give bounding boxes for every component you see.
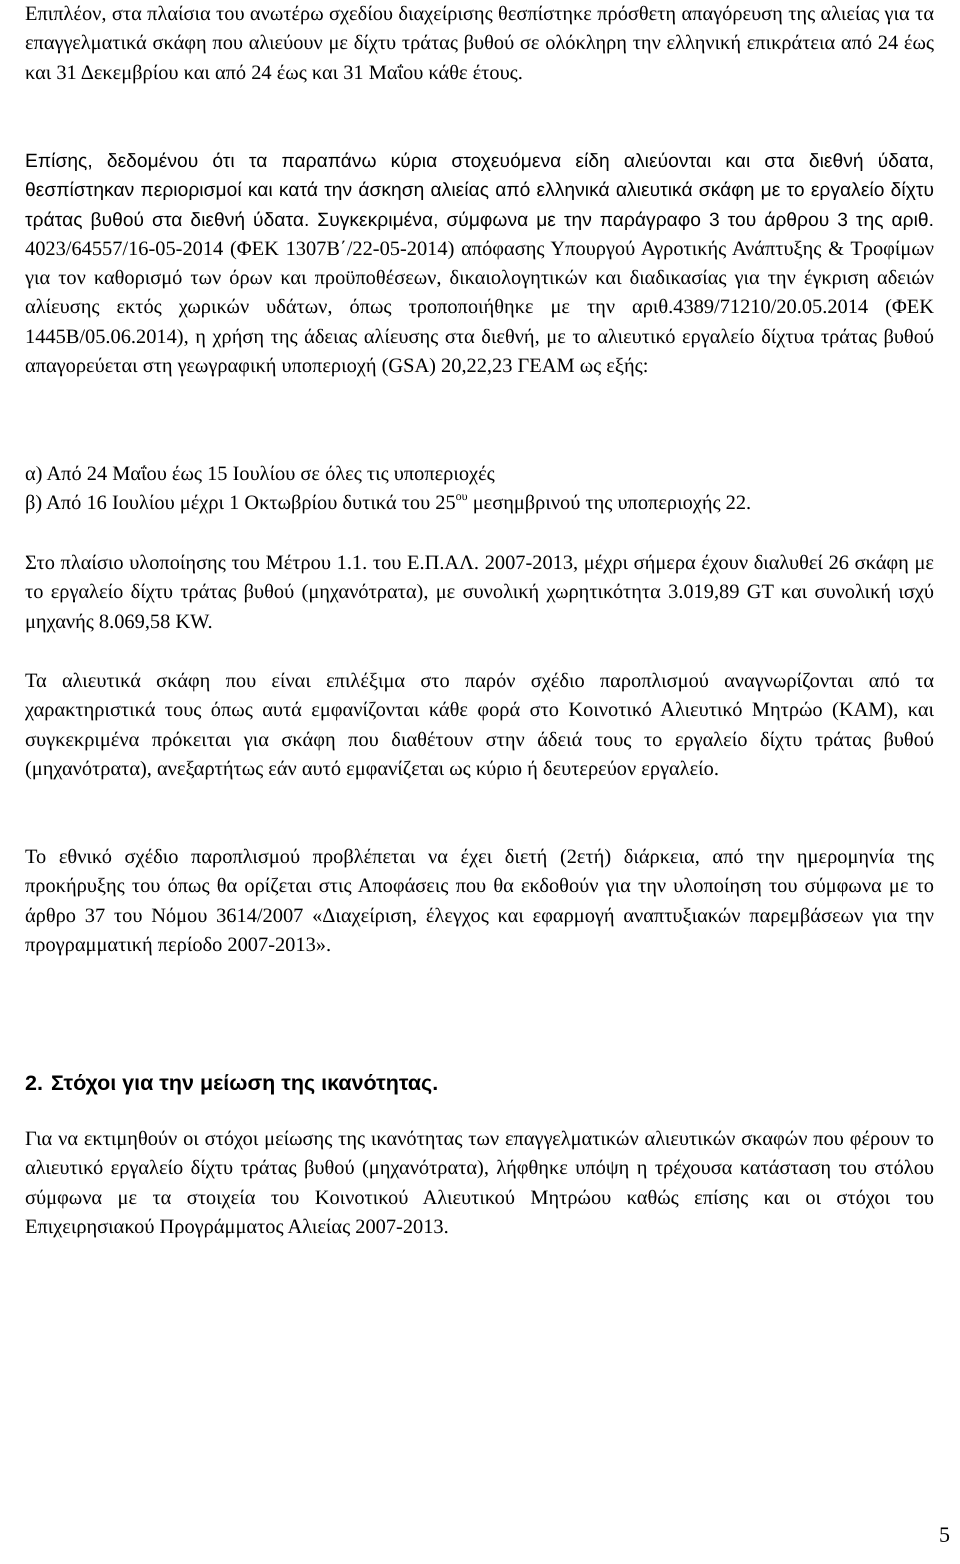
- paragraph-capacity-targets: Για να εκτιμηθούν οι στόχοι μείωσης της ικανότητας των επαγγελματικών αλιευτικών σκαφών που φέρουν το αλιευτικό εργαλείο δίχτυ τράτας βυθού (μηχανότρατα), λήφθηκε υπόψη η τρέχουσα κατάσταση του στόλου σύμφωνα με τα στοιχεία του Κοινοτικού Αλιευτικού Μητρώου καθώς επίσης και οι στόχοι του Επιχειρησιακού Προγράμματος Αλιείας 2007-2013.: [25, 1128, 934, 1238]
- list-item-b-text: β) Από 16 Ιουλίου μέχρι 1 Οκτωβρίου δυτικά του 25: [25, 492, 456, 514]
- section-heading: [25, 1068, 438, 1098]
- paragraph-eligible-vessels: Τα αλιευτικά σκάφη που είναι επιλέξιμα στο παρόν σχέδιο παροπλισμού αναγνωρίζονται από τα χαρακτηριστικά τους όπως αυτά εμφανίζονται κάθε φορά στο Κοινοτικό Αλιευτικό Μητρώο (ΚΑΜ), και συγκεκριμένα πρόκειται για σκάφη που διαθέτουν στην άδειά τους το εργαλείο δίχτυ τράτας βυθού (μηχανότρατα), ανεξαρτήτως εάν αυτό εμφανίζεται ως κύριο ή δευτερεύον εργαλείο.: [25, 670, 934, 780]
- list-item-b-text-end: μεσημβρινού της υποπεριοχής 22.: [467, 492, 752, 514]
- paragraph-plan-duration: Το εθνικό σχέδιο παροπλισμού προβλέπεται να έχει διετή (2ετή) διάρκεια, από την ημερομηνία της προκήρυξης του όπως θα ορίζεται στις Αποφάσεις που θα εκδοθούν για την υλοποίηση του σύμφωνα με το άρθρο 37 του Νόμου 3614/2007 «Διαχείριση, έλεγχος και εφαρμογή αναπτυξιακών παρεμβάσεων για την προγραμματική περίοδο 2007-2013».: [25, 846, 934, 956]
- list-item-b-superscript: ου: [455, 489, 468, 503]
- paragraph-decommissioned-vessels: Στο πλαίσιο υλοποίησης του Μέτρου 1.1. του Ε.Π.ΑΛ. 2007-2013, μέχρι σήμερα έχουν διαλυθεί 26 σκάφη με το εργαλείο δίχτυ τράτας βυθού (μηχανότρατα), με συνολική χωρητικότητα 3.019,89 GT και συνολική ισχύ μηχανής 8.069,58 KW.: [25, 552, 934, 633]
- paragraph-international-waters-serif: 4023/64557/16-05-2014 (ΦΕΚ 1307Β΄/22-05-2014) απόφασης Υπουργού Αγροτικής Ανάπτυξης & Τροφίμων για τον καθορισμό των όρων και προϋποθέσεων, δικαιολογητικών και διαδικασίας για την έγκριση αδειών αλίευσης εκτός χωρικών υδάτων, όπως τροποποιήθηκε με την αριθ.4389/71210/20.05.2014 (ΦΕΚ 1445Β/05.06.2014), η χρήση της άδειας αλίευσης στα διεθνή, με το αλιευτικό εργαλείο δίχτυα τράτας βυθού απαγορεύεται στη γεωγραφική υποπεριοχή (GSA) 20,22,23 ΓΕΑΜ ως εξής:: [25, 237, 934, 378]
- section-heading-number: 2.: [25, 1071, 43, 1095]
- section-heading-text: Στόχοι για την μείωση της ικανότητας.: [51, 1071, 439, 1095]
- paragraph-international-waters: [25, 147, 934, 381]
- list-item-b: [25, 489, 934, 518]
- list-item-a: α) Από 24 Μαΐου έως 15 Ιουλίου σε όλες τις υποπεριοχές: [25, 463, 495, 485]
- paragraph-international-waters-sans: Επίσης, δεδομένου ότι τα παραπάνω κύρια στοχευόμενα είδη αλιεύονται και στα διεθνή ύδατα, θεσπίστηκαν περιορισμοί και κατά την άσκηση αλιείας από ελληνικά αλιευτικά σκάφη με το εργαλείο δίχτυ τράτας βυθού στα διεθνή ύδατα. Συγκεκριμένα, σύμφωνα με την παράγραφο 3 του άρθρου 3 της αριθ.: [25, 151, 934, 231]
- page-number: 5: [939, 1522, 950, 1547]
- paragraph-closure-period: Επιπλέον, στα πλαίσια του ανωτέρω σχεδίου διαχείρισης θεσπίστηκε πρόσθετη απαγόρευση της αλιείας για τα επαγγελματικά σκάφη που αλιεύουν με δίχτυ τράτας βυθού σε ολόκληρη την ελληνική επικράτεια από 24 έως και 31 Δεκεμβρίου και από 24 έως και 31 Μαΐου κάθε έτους.: [25, 3, 934, 84]
